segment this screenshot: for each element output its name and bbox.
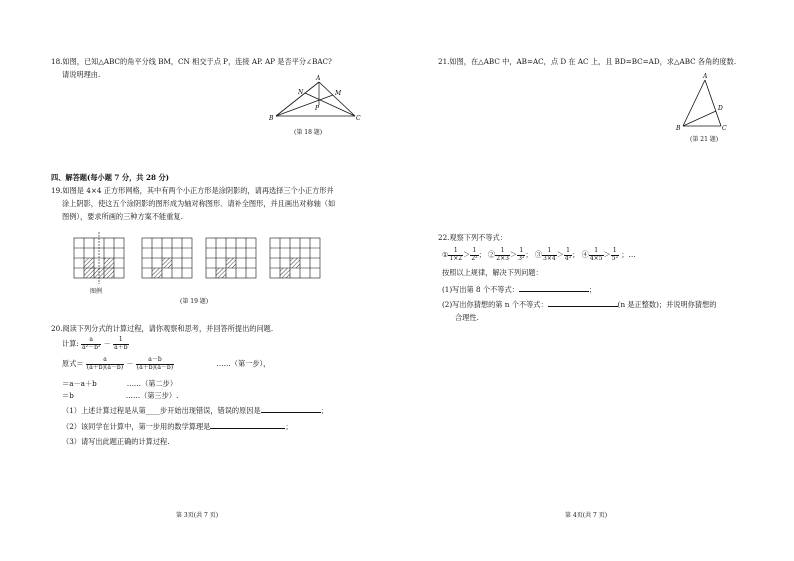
q22-ineq-3: ③ $\frac{1}{3\times 4}$ ＞ $\frac{1}{\text{4²}}$ ； <box>534 247 582 262</box>
q20-sub3: （3）请写出此题正确的计算过程. <box>62 437 170 446</box>
q22-sub1: (1)写出第 8 个不等式： ； <box>442 285 597 294</box>
q22-sub2: (2)写出你猜想的第 n 个不等式： (n 是正整数)；并说明你猜想的 <box>442 300 717 309</box>
q19-line3: 图例），要求所画的三种方案不能重复. <box>62 212 183 221</box>
q18-caption: (第 18 题) <box>294 129 323 136</box>
q19-grid-2 <box>204 232 264 292</box>
section4-heading: 四、解答题(每小题 7 分，共 28 分) <box>51 173 170 182</box>
q22-sub2-line2: 合理性. <box>455 313 479 322</box>
q19-grid-3 <box>268 232 328 292</box>
q22-ineq-1: ① $\frac{1}{1\times 2}$ ＞ $\frac{1}{\text{2²}}$ ； <box>442 247 489 262</box>
q20-calc: 计算: $\frac{a}{\text{a²－b²}}$ － $\frac{1}{a+b}$ <box>62 336 128 351</box>
right-footer: 第 4页(共 7 页) <box>565 512 608 519</box>
q21-line1: 21.如图，在△ABC 中，AB=AC，点 D 在 AC 上，且 BD=BC=AD，求△ABC 各角的度数. <box>438 57 737 66</box>
q22-inequalities: ① $\frac{1}{1\times 2}$ ＞ $\frac{1}{\text{2²}}$ ； ② $\frac{1}{2\times 3}$ ＞ $\frac{1}{\text{3²}}$ ； ③ $\frac{1}{3\times 4}$ ＞ $\frac{1}{\text{4²}}$ ； ④ $\frac{1}{4\times 5}$ ＞ $\frac{1}{\text{5²}}$ ；… <box>442 247 636 262</box>
q21-label-c: C <box>722 125 727 132</box>
left-footer: 第 3页(共 7 页) <box>176 512 219 519</box>
q18-label-n: N <box>298 89 304 96</box>
q18-label-c: C <box>356 115 361 122</box>
q20-step3: ＝b ……（第三步）. <box>62 391 179 400</box>
q19-example-label: 图例 <box>90 288 103 295</box>
q22-ineq-2: ② $\frac{1}{2\times 3}$ ＞ $\frac{1}{\text{3²}}$ ； <box>488 247 535 262</box>
q20-line1: 20.阅读下列分式的计算过程，请你观察和思考，并回答所提出的问题. <box>51 324 274 333</box>
q18-line1: 18.如图，已知△ABC的角平分线 BM，CN 相交于点 P，连接 AP. AP 是否平分∠BAC? <box>51 57 332 66</box>
q18-figure <box>262 72 362 127</box>
q21-caption: (第 21 题) <box>690 136 719 143</box>
q18-label-m: M <box>335 90 342 97</box>
q20-sub2: （2）该同学在计算中，第一步用的数学算理是 ； <box>62 422 293 431</box>
q19-line1: 19.如图是 4×4 正方形网格，其中有两个小正方形是涂阴影的，请再选择三个小正方形并 <box>51 186 334 195</box>
q18-line2: 请说明理由. <box>62 70 101 79</box>
q22-line3: 按照以上规律，解决下列问题： <box>442 268 543 277</box>
q22-ineq-4: ④ $\frac{1}{4\times 5}$ ＞ $\frac{1}{\text{5²}}$ <box>581 247 618 262</box>
q21-label-b: B <box>676 125 681 132</box>
q22-line1: 22.观察下列不等式： <box>438 233 507 242</box>
right-page <box>397 0 794 561</box>
q18-label-b: B <box>269 115 274 122</box>
q19-line2: 涂上阴影，使这五个涂阴影的图形成为轴对称图形．请补全图形，并且画出对称轴（如 <box>62 199 336 208</box>
q21-label-a: A <box>703 73 708 80</box>
q19-grid-1 <box>140 232 200 292</box>
q20-sub1: （1）上述计算过程是从第____步开始出现错误，错误的原因是 ； <box>62 406 328 415</box>
q19-caption: (第 19 题) <box>180 298 209 305</box>
q19-grid-example <box>72 232 132 292</box>
q21-figure <box>675 72 735 134</box>
q18-label-a: A <box>316 75 321 82</box>
q20-step1: 原式＝ $\frac{a}{(a+b)(a-b)}$ － $\frac{a-b}{(a+b)(a-b)}$ ……（第一步）， <box>62 356 271 371</box>
q20-step2: ＝a－a＋b ……（第二步） <box>62 379 178 388</box>
q21-label-d: D <box>718 105 723 112</box>
q18-label-p: P <box>315 105 320 112</box>
